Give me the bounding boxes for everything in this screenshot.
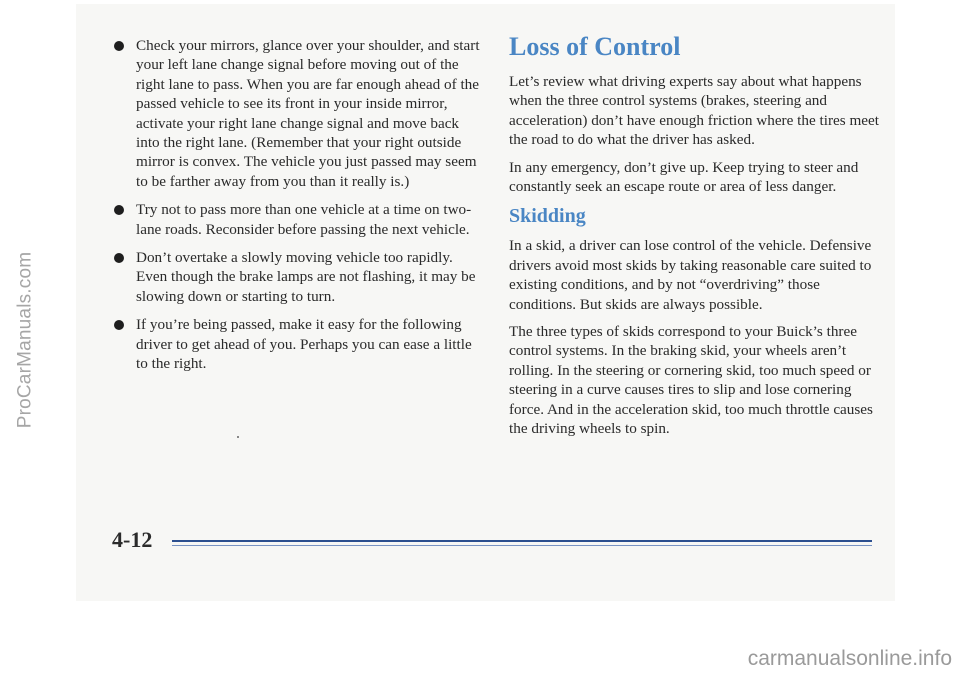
bullet-text: If you’re being passed, make it easy for the following driver to get ahead of you. Perhaps you can ease a little to the right. bbox=[136, 316, 472, 373]
intro-paragraph: Let’s review what driving experts say about what happens when the three control systems (brakes, steering and acceleration) don’t have enough friction where the tires meet the road to do what the driver has asked. bbox=[509, 73, 879, 149]
bottom-watermark: carmanualsonline.info bbox=[747, 647, 952, 670]
bullet-icon bbox=[114, 41, 124, 51]
intro-paragraph: In any emergency, don’t give up. Keep trying to steer and constantly seek an escape route or area of less danger. bbox=[509, 158, 859, 196]
section-heading: Loss of Control bbox=[509, 32, 681, 61]
bullet-icon bbox=[114, 253, 124, 263]
skid-paragraph: The three types of skids correspond to your Buick’s three control systems. In the braking skid, your wheels aren’t rolling. In the steering or cornering skid, too much speed or steering in a curve causes tires to slip and lose cornering force. And in the acceleration skid, too much throttle causes the driving wheels to spin. bbox=[509, 323, 873, 438]
right-column bbox=[509, 32, 881, 447]
bullet-item bbox=[112, 248, 484, 306]
bullet-icon bbox=[114, 320, 124, 330]
footer-rule-thin bbox=[172, 545, 872, 546]
side-watermark bbox=[8, 140, 42, 540]
bullet-item bbox=[112, 36, 484, 191]
stray-mark bbox=[237, 436, 239, 438]
bullet-text: Don’t overtake a slowly moving vehicle too rapidly. Even though the brake lamps are not flashing, it may be slowing down or starting to turn. bbox=[136, 249, 476, 305]
bullet-item bbox=[112, 315, 484, 373]
bullet-text: Try not to pass more than one vehicle at a time on two-lane roads. Reconsider before passing the next vehicle. bbox=[136, 201, 472, 238]
skid-paragraph: In a skid, a driver can lose control of the vehicle. Defensive drivers avoid most skids by taking reasonable care suited to existing conditions, and by not “overdriving” those conditions. But skids are always possible. bbox=[509, 237, 872, 313]
subsection-heading: Skidding bbox=[509, 205, 586, 228]
bullet-text: Check your mirrors, glance over your shoulder, and start your left lane change signal before moving out of the right lane to pass. When you are far enough ahead of the passed vehicle to see its front in your inside mirror, activate your right lane change signal and move back into the right lane. (Remember that your right outside mirror is convex. The vehicle you just passed may seem to be farther away from you than it really is.) bbox=[136, 37, 480, 190]
bullet-icon bbox=[114, 205, 124, 215]
page-number: 4-12 bbox=[112, 527, 153, 552]
bullet-item bbox=[112, 200, 484, 239]
footer-rule bbox=[172, 540, 872, 542]
side-watermark-text: ProCarManuals.com bbox=[14, 251, 36, 429]
left-column bbox=[112, 36, 484, 383]
